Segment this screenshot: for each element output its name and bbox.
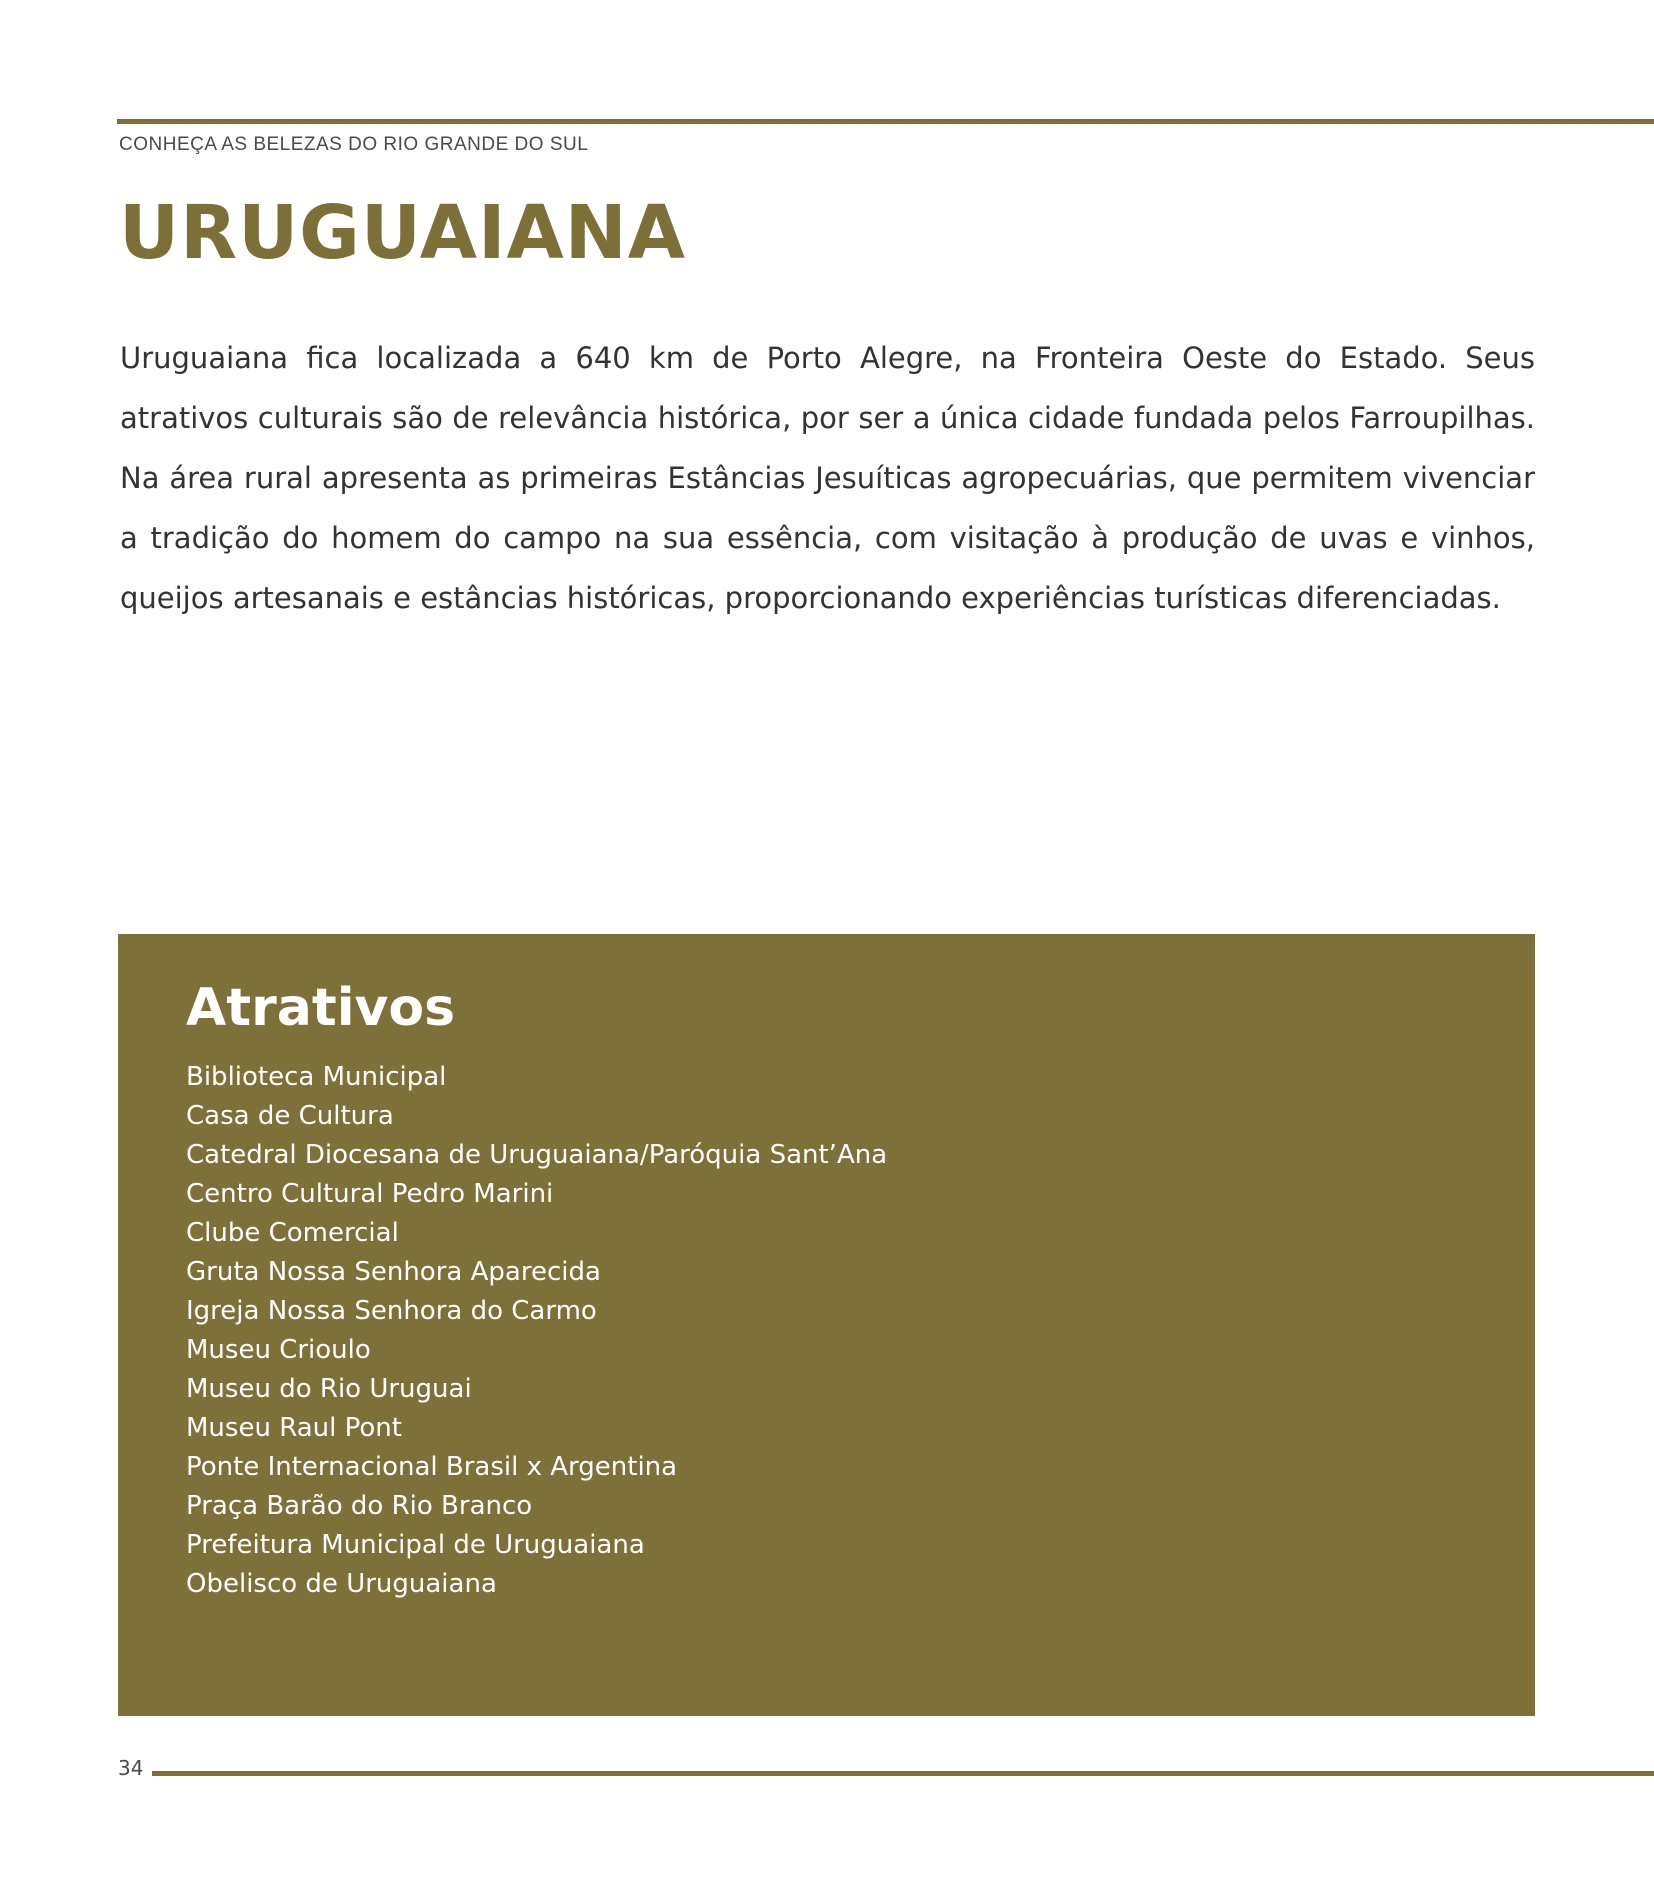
page-number: 34 — [118, 1756, 144, 1780]
list-item: Biblioteca Municipal — [186, 1062, 447, 1092]
list-item: Catedral Diocesana de Uruguaiana/Paróquia Sant’Ana — [186, 1140, 888, 1170]
top-rule — [117, 119, 1654, 124]
list-item: Ponte Internacional Brasil x Argentina — [186, 1452, 678, 1482]
list-item: Centro Cultural Pedro Marini — [186, 1179, 554, 1209]
bottom-rule — [152, 1771, 1654, 1776]
intro-paragraph: Uruguaiana fica localizada a 640 km de Porto Alegre, na Fronteira Oeste do Estado. Seus atrativos culturais são de relevância histórica, por ser a única cidade fundada pelos Farroupilhas. Na área rural apresenta as primeiras Estâncias Jesuíticas agropecuárias, que permitem vivenciar a tradição do homem do campo na sua essência, com visitação à produção de uvas e vinhos, queijos artesanais e estâncias históricas, proporcionando experiências turísticas diferenciadas. — [120, 341, 1535, 615]
list-item: Museu Crioulo — [186, 1335, 371, 1365]
list-item: Praça Barão do Rio Branco — [186, 1491, 533, 1521]
page-title: URUGUAIANA — [119, 190, 686, 276]
list-item: Obelisco de Uruguaiana — [186, 1569, 497, 1599]
attractions-list — [186, 1058, 887, 1604]
section-kicker: CONHEÇA AS BELEZAS DO RIO GRANDE DO SUL — [119, 134, 589, 155]
list-item: Museu Raul Pont — [186, 1413, 402, 1443]
list-item: Casa de Cultura — [186, 1101, 394, 1131]
list-item: Prefeitura Municipal de Uruguaiana — [186, 1530, 645, 1560]
attractions-heading: Atrativos — [186, 978, 456, 1038]
list-item: Igreja Nossa Senhora do Carmo — [186, 1296, 597, 1326]
attractions-box — [118, 934, 1535, 1716]
list-item: Gruta Nossa Senhora Aparecida — [186, 1257, 601, 1287]
list-item: Clube Comercial — [186, 1218, 399, 1248]
list-item: Museu do Rio Uruguai — [186, 1374, 472, 1404]
